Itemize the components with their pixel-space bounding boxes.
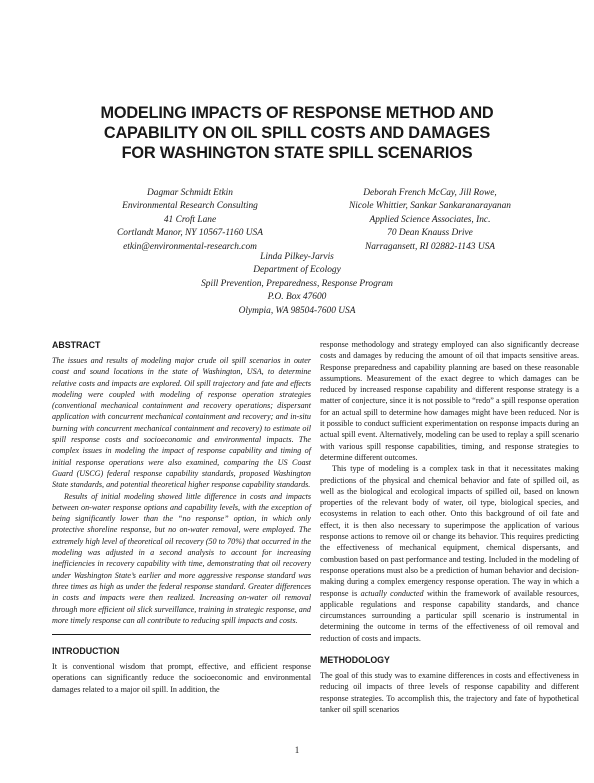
title-line-1: MODELING IMPACTS OF RESPONSE METHOD AND bbox=[100, 104, 494, 122]
emphasized-text: actually conducted bbox=[360, 588, 424, 598]
author-org: Environmental Research Consulting bbox=[122, 201, 258, 212]
methodology-heading: METHODOLOGY bbox=[320, 655, 390, 666]
body-paragraph: It is conventional wisdom that prompt, effective, and efficient response operations can significantly reduce the socioeconomic and environmental damages related to a major oil spill. In addition, the bbox=[52, 662, 311, 694]
author-block-mccay bbox=[310, 187, 550, 254]
left-column bbox=[52, 339, 311, 695]
author-org: Applied Science Associates, Inc. bbox=[369, 214, 491, 225]
author-name: Nicole Whittier, Sankar Sankaranarayanan bbox=[349, 201, 511, 212]
introduction-heading: INTRODUCTION bbox=[52, 646, 120, 657]
author-block-pilkey-jarvis bbox=[167, 251, 427, 318]
body-paragraph: The goal of this study was to examine differences in costs and effectiveness in reducing oil impacts of three levels of response capability and different response strategies. To accomplish this, the trajectory and fate of hypothetical tanker oil spill scenarios bbox=[320, 671, 579, 714]
body-text: This type of modeling is a complex task in that it necessitates making predictions of the physical and chemical behavior and fate of spilled oil, as well as the biological and ecological impacts of spilled oil, based on known properties of the relevant body of water, oil type, biological species, and ecosystems in relation to each other. Onto this background of oil fate and effect, it is then also necessary to superimpose the application of various response actions to remove oil or change its behavior. This requires predicting the effectiveness of mechanical equipment, chemical dispersants, and combustion based on past performance and testing. Included in the modeling of response operations must also be a prediction of human behavior and decision-making during a complex emergency response operation. The way in which a response is bbox=[320, 464, 579, 598]
author-address: P.O. Box 47600 bbox=[267, 292, 327, 303]
author-name: Dagmar Schmidt Etkin bbox=[147, 188, 233, 198]
section-divider bbox=[52, 634, 311, 635]
author-email: etkin@environmental-research.com bbox=[123, 241, 257, 252]
abstract-paragraph: Results of initial modeling showed little difference in costs and impacts between on-water response options and capability levels, with the exception of being significantly lower than the “no response” option, in which only protective shoreline response, but no on-water removal, were employed. The extremely high level of theoretical oil recovery (50 to 70%) that occurred in the modeling was adjusted in a second analysis to account for increasing inefficiencies in recovery capability with time, demonstrating that oil recovery under Washington State’s earlier and more aggressive response standard was three times as high as under the federal response standard. Greater differences in costs and impacts were then realized. Increasing on-water oil removal through more efficient oil slick surveillance, training in strategic response, and more timely response can all contribute to reducing spill impacts and costs. bbox=[52, 491, 311, 625]
body-paragraph: response methodology and strategy employed can also significantly decrease costs and damages by reducing the amount of oil that impacts sensitive areas. Response preparedness and capability planning are based on these reasonable assumptions. Measurement of the exact degree to which damages can be reduced by increased response capability and different response strategy is a matter of conjecture, since it is not possible to “redo” a spill response operation for an actual spill to determine how damages might have been reduced. Nor is it possible to conduct sufficient experimentation on response impacts during an actual spill event. Alternatively, modeling can be used to replay a spill scenario with various spill response capabilities, timing, and response strategies to determine different outcomes. bbox=[320, 340, 579, 462]
author-dept: Spill Prevention, Preparedness, Response Program bbox=[201, 278, 393, 289]
body-text: within the framework of available resources, applicable regulations and response capability standards, and chance circumstances surrounding a particular spill scenario is instrumental in determining the outcome in terms of the effectiveness of oil removal and reduction of costs and impacts. bbox=[320, 588, 580, 643]
abstract-section bbox=[52, 339, 311, 626]
abstract-paragraph: The issues and results of modeling major crude oil spill scenarios in outer coast and sound locations in the state of Washington, USA, to determine relative costs and impacts are explored. Oil spill trajectory and fate and effects modeling were coupled with modeling of response operation strategies (conventional mechanical containment and recovery operations; dispersant application with concurrent mechanical containment and recovery; and in-situ burning with concurrent mechanical containment and recovery) to estimate oil spill response costs and socioeconomic and environmental impacts. The complex issues in modeling the impact of response capability and timing of initial response operations were also examined, comparing the US Coast Guard (USCG) federal response capability standards, proposed Washington State standards, and potential theoretical higher response capability standards. bbox=[52, 356, 311, 490]
author-name: Linda Pilkey-Jarvis bbox=[260, 252, 334, 262]
author-address: 70 Dean Knauss Drive bbox=[387, 228, 473, 239]
title-line-3: FOR WASHINGTON STATE SPILL SCENARIOS bbox=[121, 144, 473, 162]
introduction-section bbox=[52, 645, 311, 695]
page-number: 1 bbox=[294, 745, 300, 755]
title-line-2: CAPABILITY ON OIL SPILL COSTS AND DAMAGES bbox=[103, 124, 491, 142]
author-address: Cortlandt Manor, NY 10567-1160 USA bbox=[117, 228, 263, 239]
author-address: 41 Croft Lane bbox=[163, 214, 217, 225]
author-name: Deborah French McCay, Jill Rowe, bbox=[363, 188, 497, 198]
paper-title bbox=[40, 103, 554, 163]
body-paragraph bbox=[320, 463, 579, 644]
right-column bbox=[320, 339, 579, 715]
author-address: Olympia, WA 98504-7600 USA bbox=[238, 305, 356, 316]
author-block-etkin bbox=[70, 187, 310, 254]
abstract-heading: ABSTRACT bbox=[52, 340, 101, 350]
section-spacer bbox=[320, 644, 579, 654]
author-address: Narragansett, RI 02882-1143 USA bbox=[364, 241, 496, 252]
methodology-section bbox=[320, 654, 579, 715]
author-org: Department of Ecology bbox=[253, 265, 341, 276]
